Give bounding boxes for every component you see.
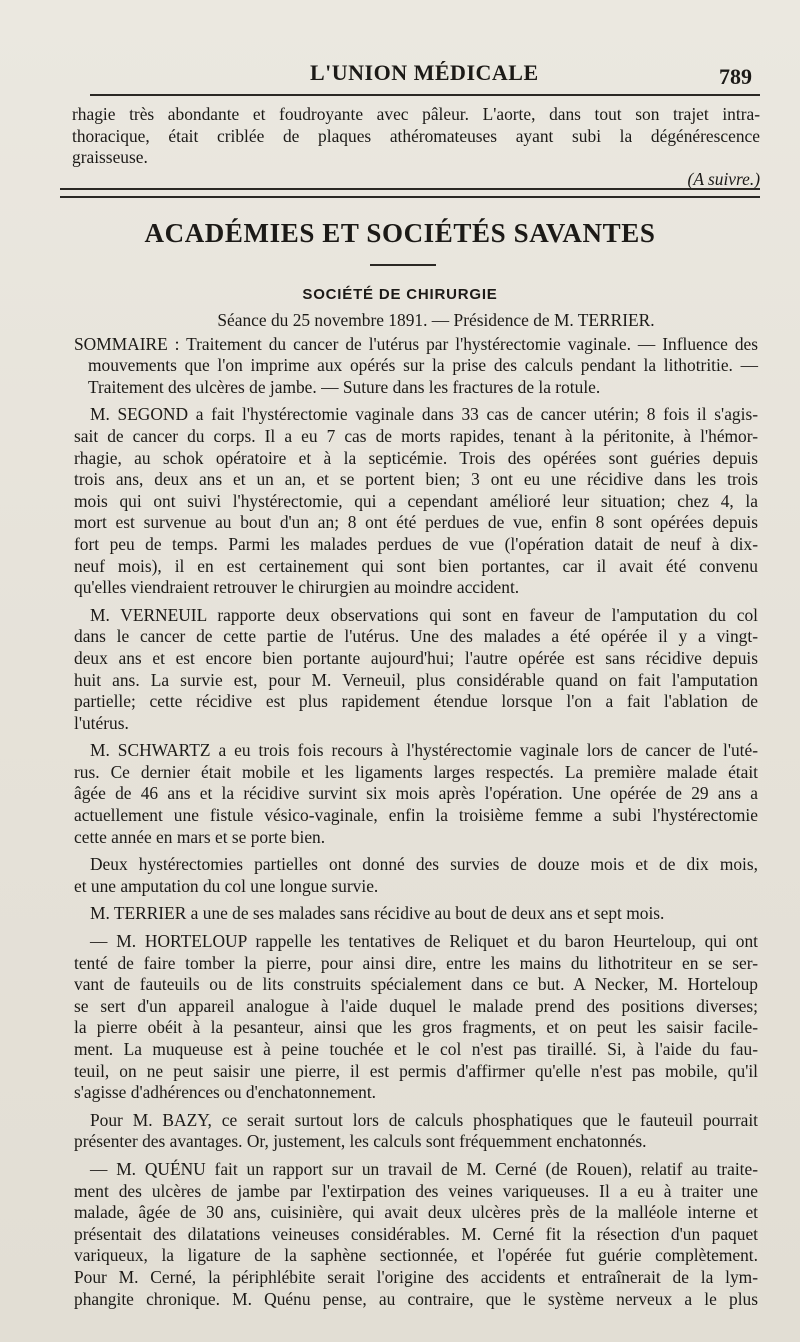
paragraph-partial-hysterectomies (74, 854, 758, 897)
subsection-title: SOCIÉTÉ DE CHIRURGIE (302, 286, 498, 303)
text-line: l'utérus. (74, 712, 129, 733)
text-line: Deux hystérectomies partielles ont donné des survies de douze mois et de dix mois, (90, 854, 758, 875)
paragraph-schwartz (74, 740, 758, 848)
summary-line: Traitement des ulcères de jambe. — Suture dans les fractures de la rotule. (88, 376, 601, 397)
text-line: cette année en mars et se porte bien. (74, 826, 326, 847)
summary-line: mouvements que l'on imprime aux opérés sur la prise des calculs pendant la lithotritie. — (88, 355, 758, 376)
text-line: s'agisse d'adhérences ou d'enchatonnement. (74, 1082, 377, 1103)
paragraph-horteloup (74, 931, 758, 1104)
text-line: mois qui ont suivi l'hystérectomie, qui a cependant amélioré leur situation; chez 4, la (74, 490, 758, 511)
text-line: partielle; cette récidive est plus rapidement étendue lorsque l'on a fait l'ablation de (74, 691, 758, 712)
text-line: — M. HORTELOUP rappelle les tentatives de Reliquet et du baron Heurteloup, qui ont (90, 931, 758, 952)
text-line: rhagie, au schok opératoire et à la septicémie. Trois des opérées sont guéries depuis (74, 447, 758, 468)
text-line: trois ans, deux ans et un an, et se portent bien; 3 ont eu une récidive dans les trois (74, 469, 758, 490)
text-line: rhagie très abondante et foudroyante avec pâleur. L'aorte, dans tout son trajet intra- (72, 104, 760, 124)
text-line: sait de cancer du corps. Il a eu 7 cas de morts rapides, tenant à la péritonite, à l'hémor- (74, 425, 758, 446)
text-line: graisseuse. (72, 147, 148, 168)
title-rule (370, 264, 436, 266)
article-body (74, 310, 758, 1316)
text-line: âgée de 46 ans et la récidive survint six mois après l'opération. Une opérée de 29 ans a (74, 783, 758, 804)
text-line: tenté de faire tomber la pierre, pour ainsi dire, entre les mains du lithotriteur en se ser- (74, 952, 758, 973)
continuation-note: (A suivre.) (687, 168, 760, 189)
text-line: M. TERRIER a une de ses malades sans récidive au bout de deux ans et sept mois. (90, 903, 665, 924)
continued-paragraph (72, 104, 760, 190)
text-line: M. SCHWARTZ a eu trois fois recours à l'hystérectomie vaginale lors de cancer de l'uté- (90, 740, 758, 761)
text-line: Pour M. BAZY, ce serait surtout lors de calculs phosphatiques que le fauteuil pourrait (90, 1109, 758, 1130)
text-line: M. SEGOND a fait l'hystérectomie vaginale dans 33 cas de cancer utérin; 8 fois il s'agis- (90, 404, 758, 425)
text-line: deux ans et est encore bien portante aujourd'hui; l'autre opérée est sans récidive depuis (74, 647, 758, 668)
session-line: Séance du 25 novembre 1891. — Présidence de M. TERRIER. (217, 310, 655, 330)
text-line: dans le cancer de cette partie de l'utérus. Une des malades a été opérée il y a vingt- (74, 626, 758, 647)
header-rule (90, 94, 760, 96)
text-line: fort peu de temps. Parmi les malades perdues de vue (l'opération datait de neuf à dix- (74, 533, 758, 554)
running-title: L'UNION MÉDICALE (310, 60, 539, 85)
text-line: ment. La muqueuse est à peine touchée et le col n'est pas tiraillé. Si, à l'aide du fau- (74, 1039, 758, 1059)
page-number: 789 (719, 64, 752, 89)
text-line: rus. Ce dernier était mobile et les ligaments larges respectés. La première malade était (74, 761, 758, 782)
text-line: qu'elles viendraient retrouver le chirurgien au moindre accident. (74, 577, 520, 598)
text-line: ment des ulcères de jambe par l'extirpation des veines variqueuses. Il a eu à traiter une (74, 1180, 758, 1201)
text-line: neuf mois), il en est certainement qui sont bien portantes, car il avait été convenu (74, 555, 758, 576)
paragraph-bazy (74, 1110, 758, 1153)
section-divider (60, 188, 760, 198)
summary-line: SOMMAIRE : Traitement du cancer de l'utérus par l'hystérectomie vaginale. — Influence des (74, 333, 758, 354)
page-header (60, 56, 760, 96)
text-line: malade, âgée de 30 ans, cuisinière, qui avait deux ulcères près de la malléole interne et (74, 1202, 758, 1223)
text-line: mort est survenue au bout d'un an; 8 ont été perdues de vue, enfin 8 sont opérées depuis (74, 512, 758, 533)
text-line: thoracique, était criblée de plaques athéromateuses ayant subi la dégénérescence (72, 125, 760, 146)
text-line: — M. QUÉNU fait un rapport sur un travail de M. Cerné (de Rouen), relatif au traite- (90, 1158, 758, 1179)
text-line: actuellement une fistule vésico-vaginale, enfin la troisième femme a subi l'hystérectomie (74, 805, 758, 826)
summary (74, 334, 758, 399)
text-line: M. VERNEUIL rapporte deux observations qui sont en faveur de l'amputation du col (90, 604, 758, 625)
text-line: teuil, on ne peut saisir une pierre, il est permis d'affirmer qu'elle n'est pas mobile, qu'il (74, 1060, 758, 1081)
text-line: vant de fauteuils ou de lits construits spécialement dans ce but. A Necker, M. Horteloup (74, 974, 758, 995)
text-line: et une amputation du col une longue survie. (74, 875, 379, 896)
text-line: huit ans. La survie est, pour M. Verneuil, plus considérable quand on fait l'amputation (74, 669, 758, 690)
paragraph-verneuil (74, 605, 758, 735)
text-line: présentait des dilatations veineuses considérables. M. Cerné fit la résection d'un paquet (74, 1223, 758, 1244)
text-line: la pierre obéit à la pesanteur, ainsi que les gros fragments, et on peut les saisir facile- (74, 1017, 758, 1038)
text-line: variqueux, la ligature de la saphène sectionnée, et l'opérée fut guérie complètement. (74, 1245, 758, 1266)
paragraph-quenu (74, 1159, 758, 1310)
text-line: Pour M. Cerné, la périphlébite serait l'origine des accidents et entraînerait de la lym- (74, 1266, 758, 1287)
text-line: phangite chronique. M. Quénu pense, au contraire, que le système nerveux a le plus (74, 1288, 758, 1309)
text-line: présenter des avantages. Or, justement, les calculs sont fréquemment enchatonnés. (74, 1131, 647, 1152)
paragraph-terrier (74, 903, 758, 925)
section-title: ACADÉMIES ET SOCIÉTÉS SAVANTES (144, 218, 656, 248)
paragraph-segond (74, 404, 758, 598)
text-line: se sert d'un appareil analogue à l'aide duquel le malade prend des positions diverses; (74, 995, 758, 1016)
